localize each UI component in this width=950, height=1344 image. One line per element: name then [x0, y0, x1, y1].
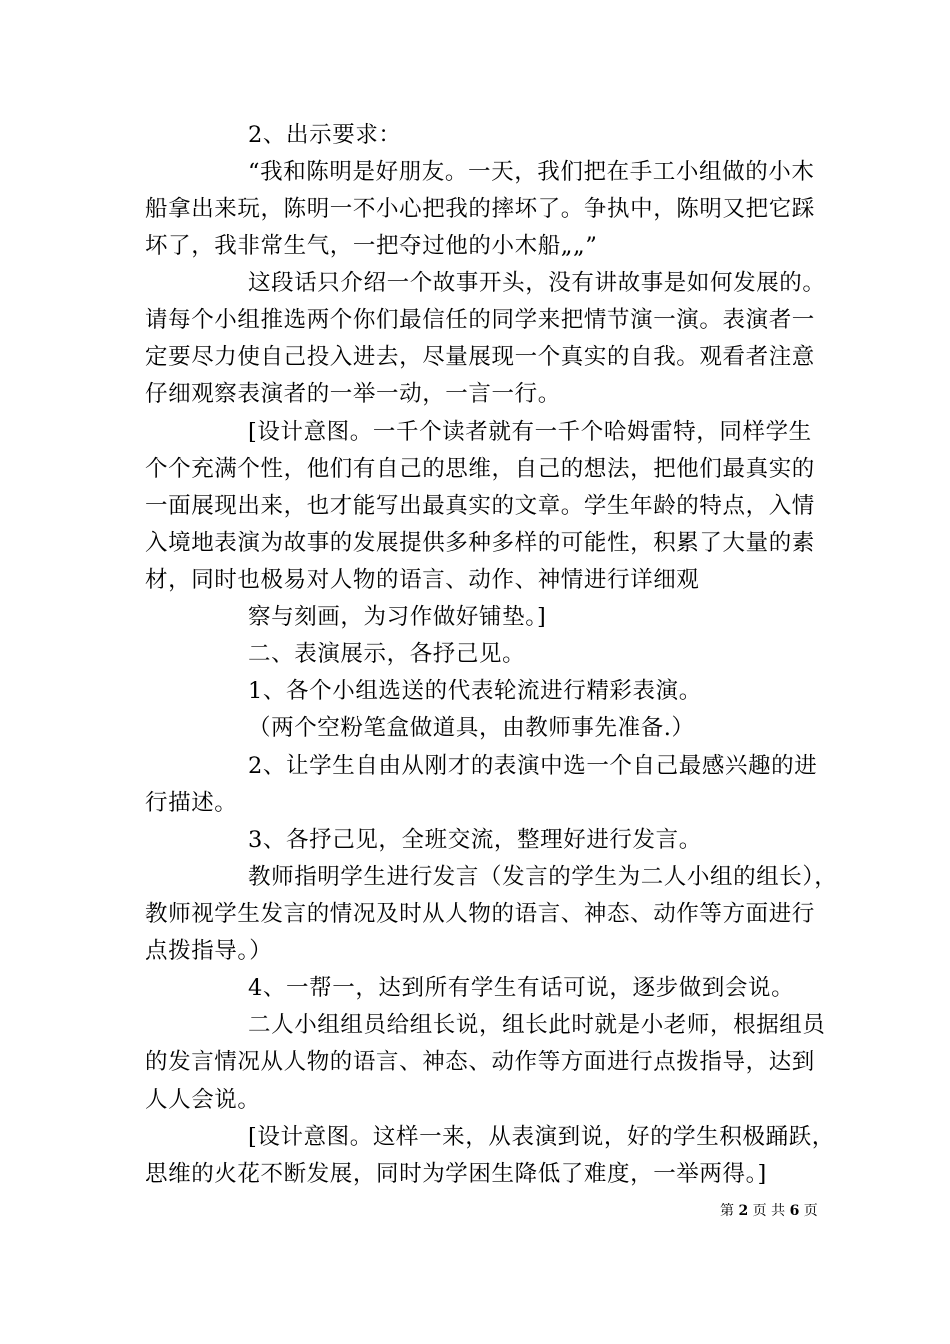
text-line: 材，同时也极易对人物的语言、动作、神情进行详细观	[145, 567, 700, 593]
text-line: 人人会说。	[145, 1087, 261, 1113]
footer-prefix: 第	[720, 1203, 734, 1219]
page-footer	[720, 1202, 818, 1220]
text-line: 2、让学生自由从刚才的表演中选一个自己最感兴趣的进	[248, 753, 818, 779]
text-line: 坏了，我非常生气，一把夺过他的小木船„„”	[145, 233, 598, 259]
text-line: （两个空粉笔盒做道具，由教师事先准备.）	[248, 715, 695, 741]
text-line: 这段话只介绍一个故事开头，没有讲故事是如何发展的。	[248, 270, 826, 296]
text-line: [设计意图。这样一来，从表演到说，好的学生积极踊跃，	[248, 1124, 835, 1150]
footer-middle: 页 共	[752, 1203, 786, 1219]
text-line: 定要尽力使自己投入进去，尽量展现一个真实的自我。观看者注意	[145, 344, 815, 370]
text-line: 仔细观察表演者的一举一动，一言一行。	[145, 381, 561, 407]
text-line: 二、表演展示，各抒己见。	[248, 641, 526, 667]
text-line: 教师指明学生进行发言（发言的学生为二人小组的组长），	[248, 864, 838, 890]
text-line: 点拨指导。）	[145, 938, 273, 964]
text-line: 的发言情况从人物的语言、神态、动作等方面进行点拨指导，达到	[145, 1049, 815, 1075]
text-line: 教师视学生发言的情况及时从人物的语言、神态、动作等方面进行	[145, 901, 815, 927]
current-page-number: 2	[738, 1203, 749, 1219]
total-pages-number: 6	[789, 1203, 800, 1219]
text-line: 3、各抒己见，全班交流，整理好进行发言。	[248, 827, 702, 853]
text-line: 船拿出来玩，陈明一不小心把我的摔坏了。争执中，陈明又把它踩	[145, 196, 815, 222]
text-line: [设计意图。一千个读者就有一千个哈姆雷特，同样学生	[248, 419, 812, 445]
text-line: 思维的火花不断发展，同时为学困生降低了难度，一举两得。]	[145, 1161, 767, 1187]
text-line: 行描述。	[145, 790, 238, 816]
text-line: 1、各个小组选送的代表轮流进行精彩表演。	[248, 678, 702, 704]
text-line: 入境地表演为故事的发展提供多种多样的可能性，积累了大量的素	[145, 530, 815, 556]
text-line: 察与刻画，为习作做好铺垫。]	[248, 604, 547, 630]
text-line: 4、一帮一，达到所有学生有话可说，逐步做到会说。	[248, 975, 795, 1001]
text-line: 个个充满个性，他们有自己的思维，自己的想法，把他们最真实的	[145, 456, 815, 482]
text-line: 2、出示要求：	[248, 122, 402, 148]
footer-suffix: 页	[803, 1203, 818, 1219]
text-line: 一面展现出来，也才能写出最真实的文章。学生年龄的特点，入情	[145, 493, 815, 519]
text-line: 请每个小组推选两个你们最信任的同学来把情节演一演。表演者一	[145, 307, 815, 333]
text-line: 二人小组组员给组长说，组长此时就是小老师，根据组员	[248, 1012, 826, 1038]
text-line: “我和陈明是好朋友。一天，我们把在手工小组做的小木	[248, 159, 815, 185]
